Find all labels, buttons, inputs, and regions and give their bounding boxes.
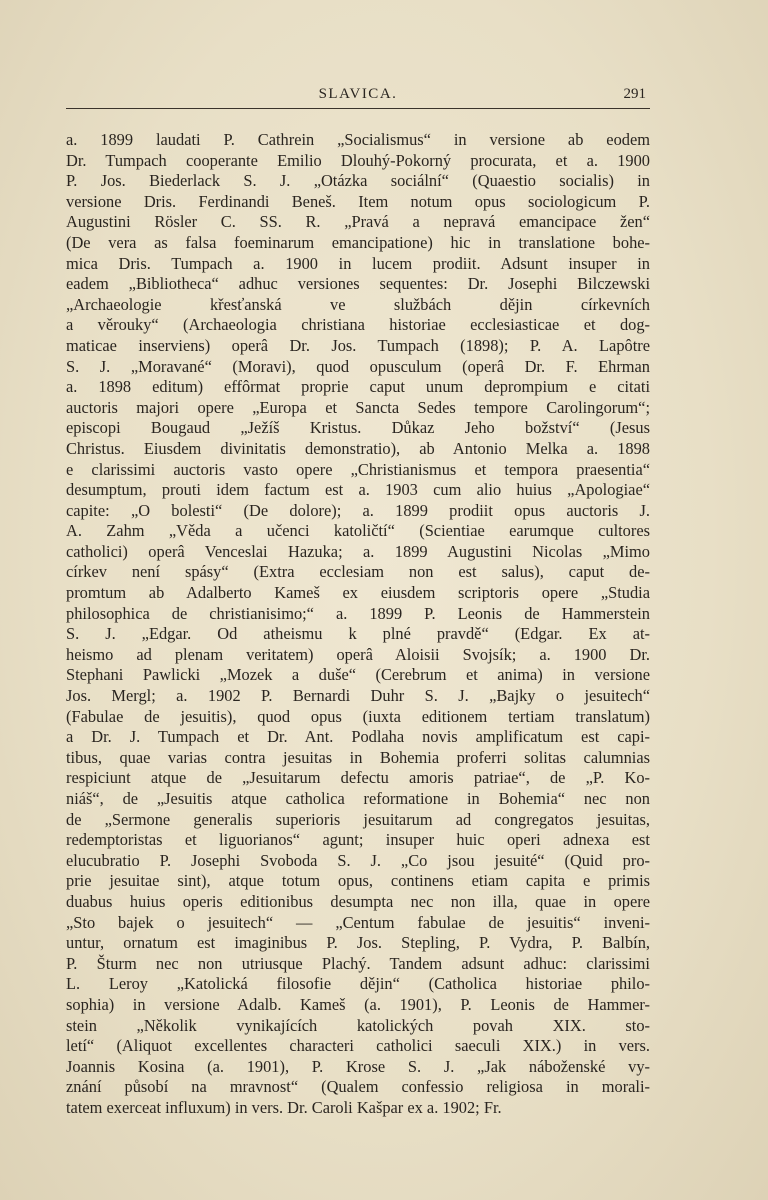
text-line: respiciunt atque de „Jesuitarum defectu amoris patriae“, de „P. Ko-	[66, 768, 650, 788]
text-line: tibus, quae varias contra jesuitas in Bohemia proferri solitas calumnias	[66, 747, 650, 767]
text-line: A. Zahm „Věda a učenci katoličtí“ (Scientiae earumque cultores	[66, 521, 650, 541]
text-line: untur, ornatum est imaginibus P. Jos. Stepling, P. Vydra, P. Balbín,	[66, 933, 650, 953]
text-line: mica Dris. Tumpach a. 1900 in lucem prodiit. Adsunt insuper in	[66, 253, 650, 273]
text-line: capite: „O bolesti“ (De dolore); a. 1899 prodiit opus auctoris J.	[66, 500, 650, 520]
text-line: versione Dris. Ferdinandi Beneš. Item notum opus sociologicum P.	[66, 191, 650, 211]
text-line: redemptoristas et liguorianos“ agunt; insuper huic operi adnexa est	[66, 830, 650, 850]
text-line: stein „Několik vynikajících katolických povah XIX. sto-	[66, 1015, 650, 1035]
text-line: sophia) in versione Adalb. Kameš (a. 1901), P. Leonis de Hammer-	[66, 994, 650, 1014]
text-line: Stephani Pawlicki „Mozek a duše“ (Cerebrum et anima) in versione	[66, 665, 650, 685]
page-number: 291	[623, 86, 646, 102]
text-line: Jos. Mergl; a. 1902 P. Bernardi Duhr S. J. „Bajky o jesuitech“	[66, 686, 650, 706]
text-line: P. Šturm nec non utriusque Plachý. Tandem adsunt adhuc: clarissimi	[66, 953, 650, 973]
text-line: S. J. „Edgar. Od atheismu k plné pravdě“ (Edgar. Ex at-	[66, 624, 650, 644]
text-line: catholici) operâ Venceslai Hazuka; a. 1899 Augustini Nicolas „Mimo	[66, 541, 650, 561]
text-line: e clarissimi auctoris vasto opere „Christianismus et tempora praesentia“	[66, 459, 650, 479]
text-line: niáš“, de „Jesuitis atque catholica reformatione in Bohemia“ nec non	[66, 789, 650, 808]
text-line: a Dr. J. Tumpach et Dr. Ant. Podlaha novis amplificatum est capi-	[66, 727, 650, 747]
text-line: auctoris majori opere „Europa et Sancta Sedes tempore Carolingorum“;	[66, 397, 650, 417]
text-line: prie jesuitae sint), atque totum opus, continens etiam capita e primis	[66, 871, 650, 891]
text-line: a věrouky“ (Archaeologia christiana historiae ecclesiasticae et dog-	[66, 315, 650, 335]
text-line: znání působí na mravnost“ (Qualem confessio religiosa in morali-	[66, 1077, 650, 1097]
text-line: heismo ad plenam veritatem) operâ Aloisii Svojsík; a. 1900 Dr.	[66, 644, 650, 664]
text-line: de „Sermone generalis superioris jesuitarum ad congregatos jesuitas,	[66, 809, 650, 829]
text-line: „Sto bajek o jesuitech“ — „Centum fabulae de jesuitis“ inveni-	[66, 912, 650, 932]
text-line: letí“ (Aliquot excellentes characteri catholici saeculi XIX.) in vers.	[66, 1036, 650, 1056]
text-line: „Archaeologie křesťanská ve službách dějin církevních	[66, 294, 650, 314]
text-line: Joannis Kosina (a. 1901), P. Krose S. J. „Jak náboženské vy-	[66, 1056, 650, 1076]
text-line: philosophica de christianisimo;“ a. 1899 P. Leonis de Hammerstein	[66, 603, 650, 623]
text-line: tatem exerceat influxum) in vers. Dr. Caroli Kašpar ex a. 1902; Fr.	[66, 1097, 502, 1117]
text-line: desumptum, prouti idem factum est a. 1903 cum alio huius „Apologiae“	[66, 480, 650, 500]
text-line: Dr. Tumpach cooperante Emilio Dlouhý-Pokorný procurata, et a. 1900	[66, 150, 650, 170]
text-line: Augustini Rösler C. SS. R. „Pravá a nepravá emancipace žen“	[66, 212, 650, 232]
text-line: duabus huius operis editionibus desumpta nec non illa, quae in opere	[66, 891, 650, 911]
page-header	[66, 82, 650, 109]
text-line: promtum ab Adalberto Kameš ex eiusdem scriptoris opere „Studia	[66, 583, 650, 603]
text-line: S. J. „Moravané“ (Moravi), quod opusculum (operâ Dr. F. Ehrman	[66, 356, 650, 376]
text-line: episcopi Bougaud „Ježíš Kristus. Důkaz Jeho božství“ (Jesus	[66, 418, 650, 438]
text-line: a. 1898 editum) effôrmat proprie caput unum deprompium e citati	[66, 377, 650, 397]
text-line: maticae inserviens) operâ Dr. Jos. Tumpach (1898); P. A. Lapôtre	[66, 335, 650, 355]
text-line: (De vera as falsa foeminarum emancipatione) hic in translatione bohe-	[66, 232, 650, 252]
text-line: (Fabulae de jesuitis), quod opus (iuxta editionem tertiam translatum)	[66, 706, 650, 726]
text-line: L. Leroy „Katolická filosofie dějin“ (Catholica historiae philo-	[66, 974, 650, 994]
text-line: P. Jos. Biederlack S. J. „Otázka sociální“ (Quaestio socialis) in	[66, 171, 650, 191]
text-line: a. 1899 laudati P. Cathrein „Socialismus“ in versione ab eodem	[66, 130, 650, 149]
body-paragraph	[66, 130, 650, 1119]
text-line: eadem „Bibliotheca“ adhuc versiones sequentes: Dr. Josephi Bilczewski	[66, 274, 650, 294]
text-line: církev není spásy“ (Extra ecclesiam non est salus), caput de-	[66, 562, 650, 582]
text-line: Christus. Eiusdem divinitatis demonstratio), ab Antonio Melka a. 1898	[66, 438, 650, 458]
running-title: SLAVICA.	[318, 86, 398, 102]
text-line: elucubratio P. Josephi Svoboda S. J. „Co jsou jesuité“ (Quid pro-	[66, 850, 650, 870]
